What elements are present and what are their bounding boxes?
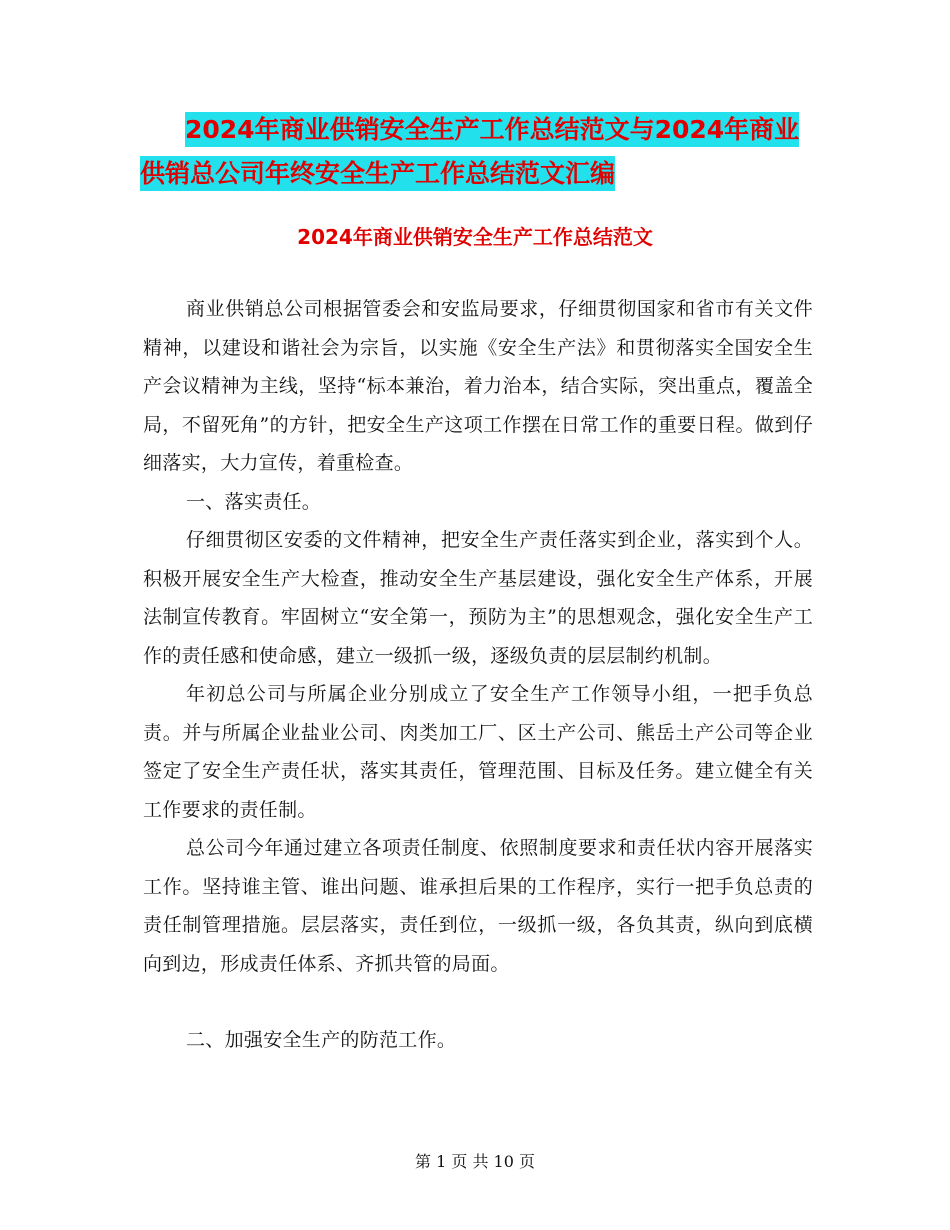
paragraph-gap	[143, 983, 813, 1021]
document-body	[143, 290, 813, 1060]
page-number-footer: 第 1 页 共 10 页	[415, 1152, 535, 1171]
section-title: 2024年商业供销安全生产工作总结范文	[297, 225, 653, 249]
document-title	[140, 108, 820, 196]
paragraph-responsibility-system: 总公司今年通过建立各项责任制度、依照制度要求和责任状内容开展落实工作。坚持谁主管、谁出问题、谁承担后果的工作程序，实行一把手负总责的责任制管理措施。层层落实，责任到位，一级抓一级，各负其责，纵向到底横向到边，形成责任体系、齐抓共管的局面。	[143, 837, 813, 975]
paragraph-leadership-group: 年初总公司与所属企业分别成立了安全生产工作领导小组，一把手负总责。并与所属企业盐业公司、肉类加工厂、区土产公司、熊岳土产公司等企业签定了安全生产责任状，落实其责任，管理范围、目标及任务。建立健全有关工作要求的责任制。	[143, 683, 813, 821]
heading-implement-responsibility: 一、落实责任。	[186, 490, 322, 513]
title-line-2: 供销总公司年终安全生产工作总结范文汇编	[140, 156, 615, 191]
heading-strengthen-prevention: 二、加强安全生产的防范工作。	[186, 1029, 457, 1051]
paragraph-intro: 商业供销总公司根据管委会和安监局要求，仔细贯彻国家和省市有关文件精神，以建设和谐社会为宗旨，以实施《安全生产法》和贯彻落实全国安全生产会议精神为主线，坚持“标本兼治，着力治本，结合实际，突出重点，覆盖全局，不留死角”的方针，把安全生产这项工作摆在日常工作的重要日程。做到仔细落实，大力宣传，着重检查。	[143, 298, 813, 474]
paragraph-responsibility: 仔细贯彻区安委的文件精神，把安全生产责任落实到企业，落实到个人。积极开展安全生产大检查，推动安全生产基层建设，强化安全生产体系，开展法制宣传教育。牢固树立“安全第一，预防为主”的思想观念，强化安全生产工作的责任感和使命感，建立一级抓一级，逐级负责的层层制约机制。	[143, 529, 813, 667]
title-line-1: 2024年商业供销安全生产工作总结范文与2024年商业	[185, 112, 799, 147]
